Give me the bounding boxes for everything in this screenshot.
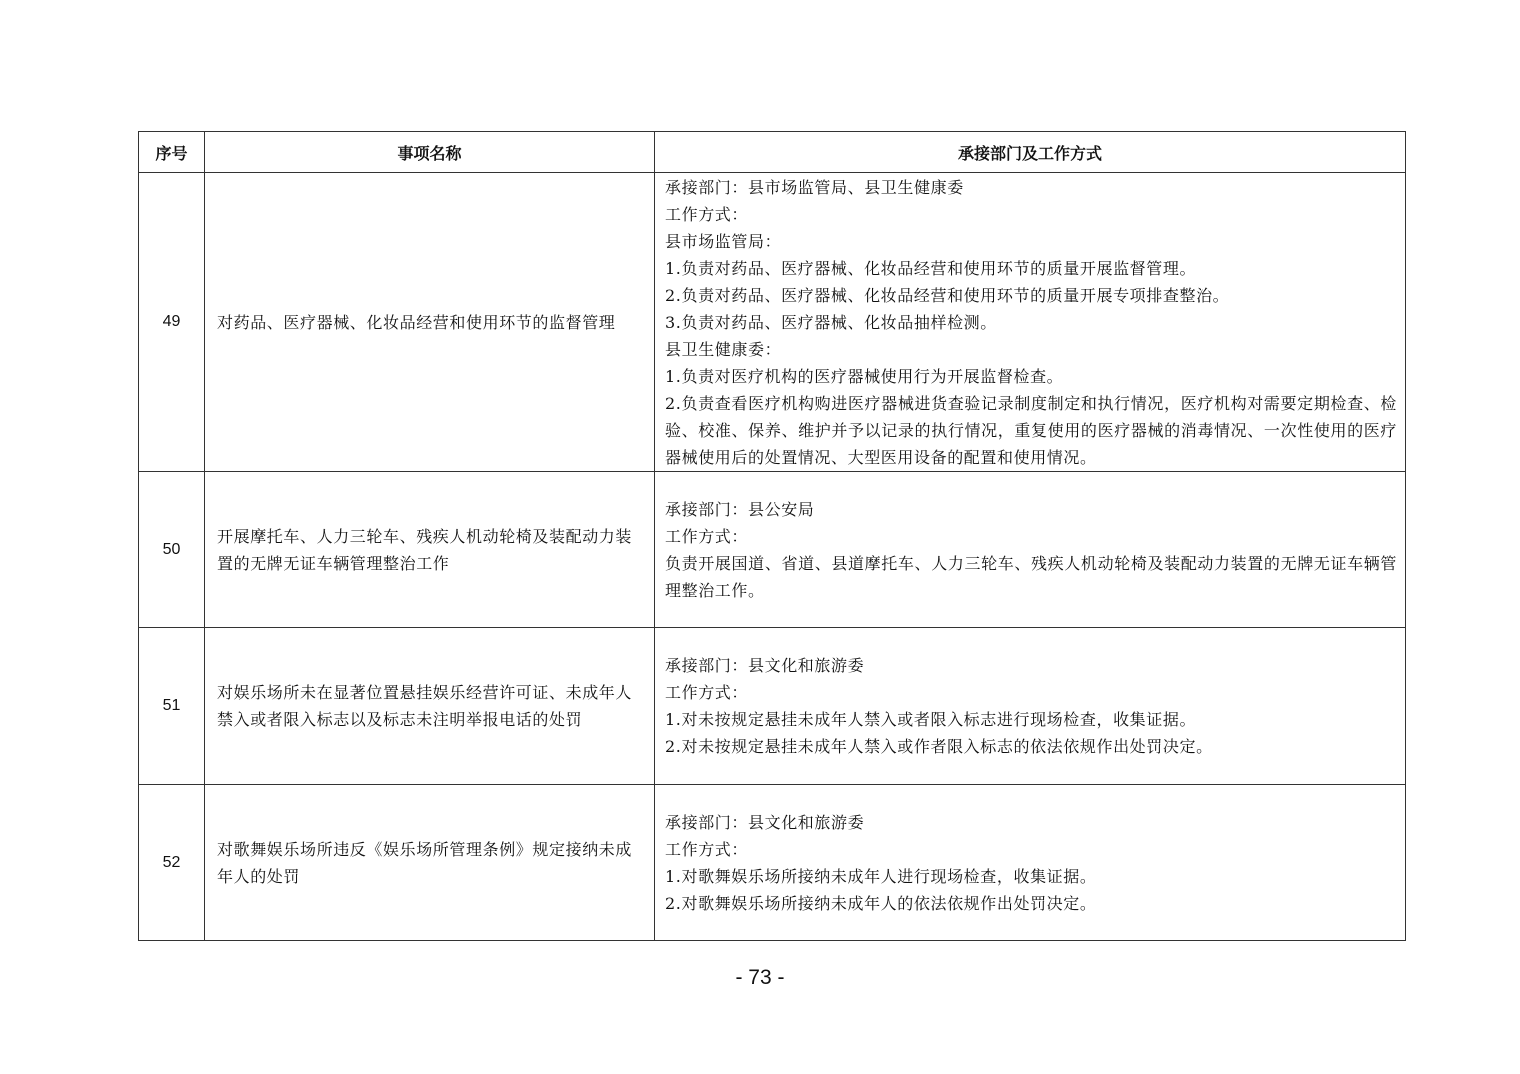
table-row [139, 173, 1406, 472]
header-serial-number: 序号 [139, 132, 205, 173]
dept-line: 承接部门：县公安局 [665, 499, 815, 519]
dept-line: 1.对未按规定悬挂未成年人禁入或者限入标志进行现场检查，收集证据。 [665, 710, 1197, 729]
row-department-method [655, 628, 1406, 785]
row-serial-number: 50 [139, 472, 205, 628]
dept-line: 2.负责对药品、医疗器械、化妆品经营和使用环节的质量开展专项排查整治。 [665, 285, 1230, 305]
dept-line: 负责开展国道、省道、县道摩托车、人力三轮车、残疾人机动轮椅及装配动力装置的无牌无证车辆管理整治工作。 [665, 553, 1397, 600]
dept-line: 承接部门：县市场监管局、县卫生健康委 [665, 177, 964, 197]
dept-line: 2.对歌舞娱乐场所接纳未成年人的依法依规作出处罚决定。 [665, 893, 1097, 913]
table-row [139, 472, 1406, 628]
dept-line: 1.对歌舞娱乐场所接纳未成年人进行现场检查，收集证据。 [665, 866, 1097, 886]
responsibility-table [138, 131, 1406, 941]
row-serial-number: 49 [139, 173, 205, 472]
row-item-name: 对药品、医疗器械、化妆品经营和使用环节的监督管理 [205, 173, 655, 472]
row-department-method [655, 173, 1406, 472]
row-item-name: 开展摩托车、人力三轮车、残疾人机动轮椅及装配动力装置的无牌无证车辆管理整治工作 [205, 472, 655, 628]
row-department-method [655, 785, 1406, 941]
page-number: - 73 - [735, 966, 785, 989]
dept-line: 1.负责对医疗机构的医疗器械使用行为开展监督检查。 [665, 366, 1064, 386]
dept-line: 2.负责查看医疗机构购进医疗器械进货查验记录制度制定和执行情况，医疗机构对需要定期检查、检验、校准、保养、维护并予以记录的执行情况，重复使用的医疗器械的消毒情况、一次性使用的医疗器械使用后的处置情况、大型医用设备的配置和使用情况。 [665, 393, 1397, 467]
table-row [139, 628, 1406, 785]
row-department-method [655, 472, 1406, 628]
dept-line: 1.负责对药品、医疗器械、化妆品经营和使用环节的质量开展监督管理。 [665, 258, 1197, 278]
dept-line: 工作方式： [665, 839, 749, 859]
dept-line: 工作方式： [665, 526, 749, 546]
header-item-name: 事项名称 [205, 132, 655, 173]
row-item-name: 对歌舞娱乐场所违反《娱乐场所管理条例》规定接纳未成年人的处罚 [205, 785, 655, 941]
table-header-row [139, 132, 1406, 173]
dept-line: 承接部门：县文化和旅游委 [665, 656, 865, 675]
dept-line: 承接部门：县文化和旅游委 [665, 812, 865, 832]
row-serial-number: 52 [139, 785, 205, 941]
row-item-name: 对娱乐场所未在显著位置悬挂娱乐经营许可证、未成年人禁入或者限入标志以及标志未注明举报电话的处罚 [205, 628, 655, 785]
header-department-method: 承接部门及工作方式 [655, 132, 1406, 173]
row-serial-number: 51 [139, 628, 205, 785]
dept-line: 县市场监管局： [665, 231, 782, 251]
dept-line: 工作方式： [665, 683, 749, 702]
dept-line: 工作方式： [665, 204, 749, 224]
dept-line: 2.对未按规定悬挂未成年人禁入或作者限入标志的依法依规作出处罚决定。 [665, 737, 1213, 756]
dept-line: 3.负责对药品、医疗器械、化妆品抽样检测。 [665, 312, 997, 332]
table-row [139, 785, 1406, 941]
dept-line: 县卫生健康委： [665, 339, 782, 359]
